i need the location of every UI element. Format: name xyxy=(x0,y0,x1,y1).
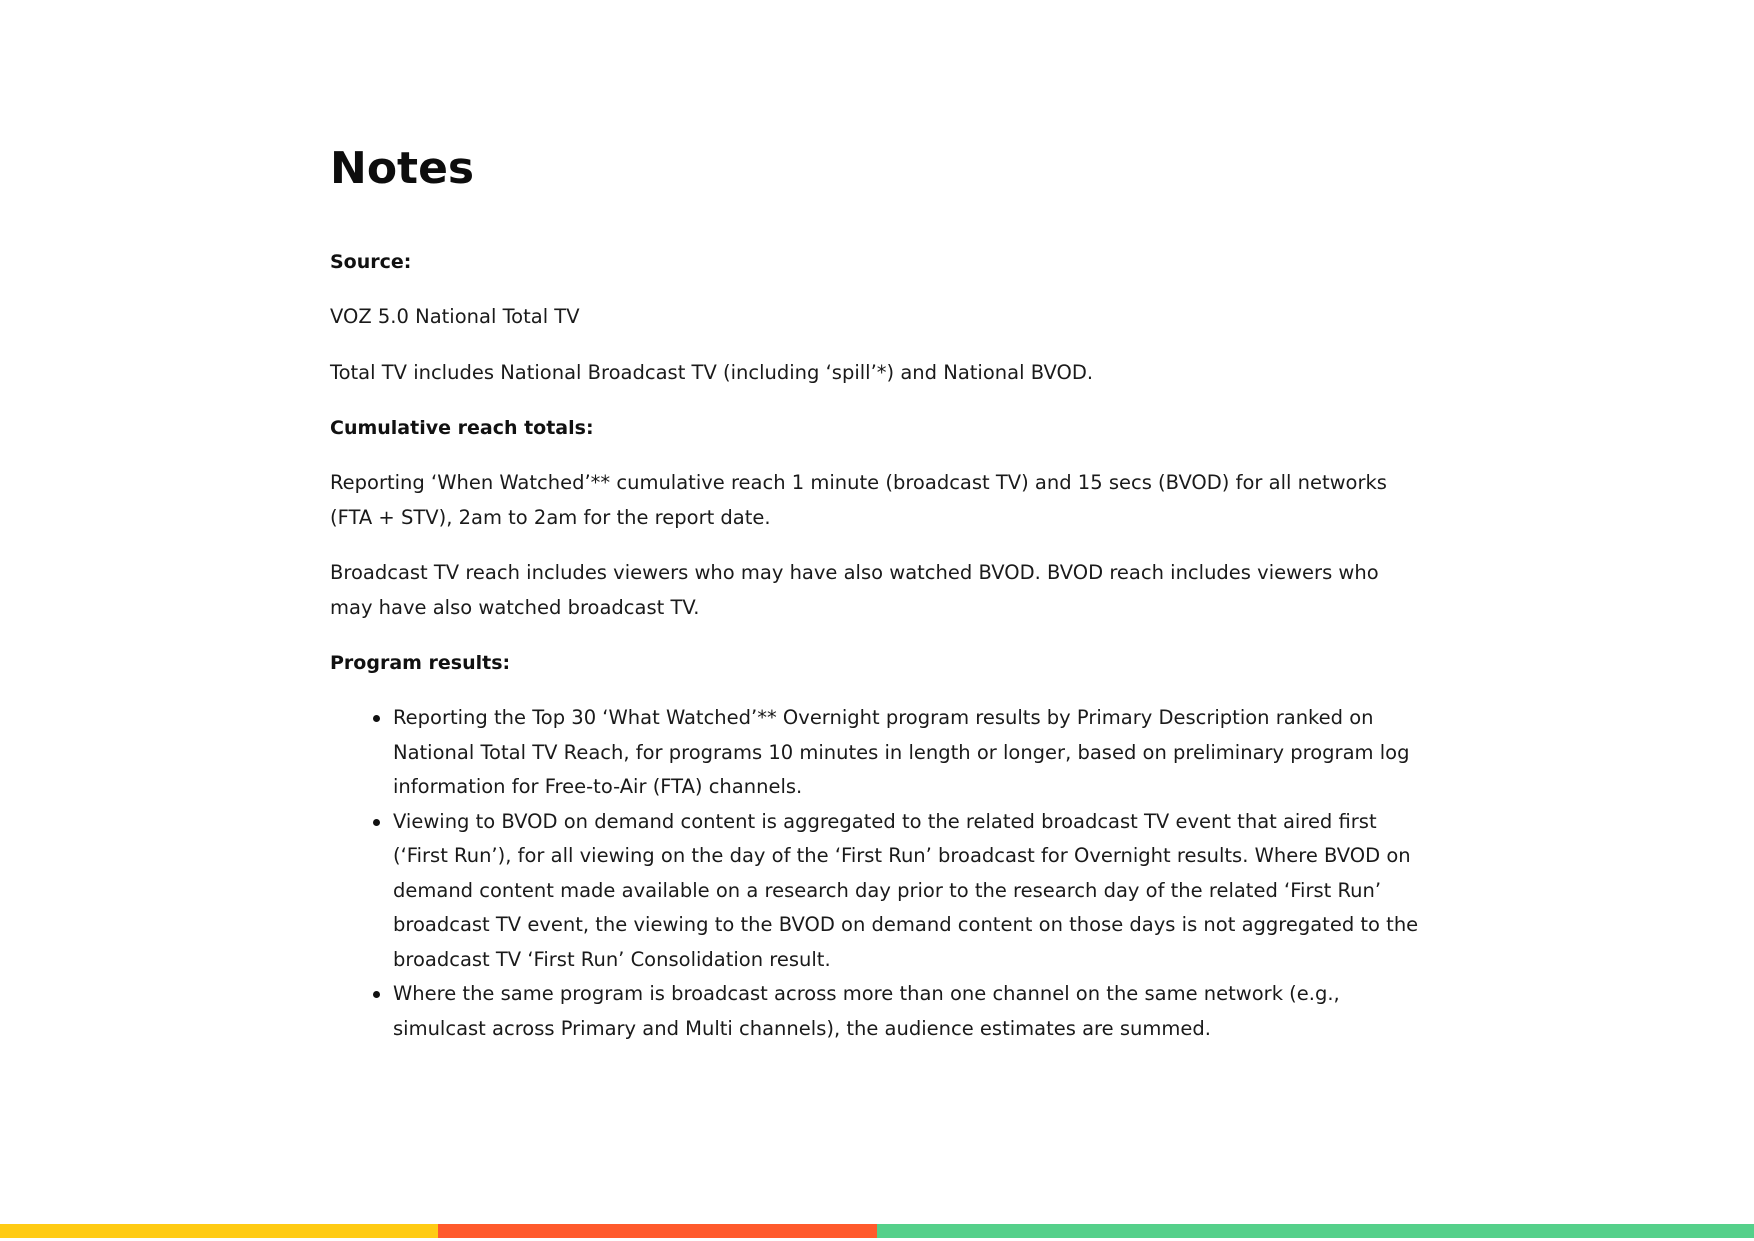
cumulative-reach-paragraph: Reporting ‘When Watched’** cumulative reach 1 minute (broadcast TV) and 15 secs (BVOD) for all networks (FTA + STV), 2am to 2am for the report date. xyxy=(330,471,1387,529)
bullet-icon xyxy=(373,715,380,722)
list-item xyxy=(393,977,1420,1046)
cumulative-reach-heading: Cumulative reach totals: xyxy=(330,417,594,439)
source-paragraph: VOZ 5.0 National Total TV xyxy=(330,305,580,328)
footer-bar-green-segment xyxy=(877,1224,1754,1238)
list-item-text: Viewing to BVOD on demand content is aggregated to the related broadcast TV event that aired first (‘First Run’), for all viewing on the day of the ‘First Run’ broadcast for Overnight results. Where BVOD on demand content made available on a research day prior to the research day of the related ‘First Run’ broadcast TV event, the viewing to the BVOD on demand content on those days is not aggregated to the broadcast TV ‘First Run’ Consolidation result. xyxy=(393,809,1419,971)
notes-content xyxy=(330,136,1420,1046)
list-item xyxy=(393,701,1420,805)
footer-bar-yellow-segment xyxy=(0,1224,438,1238)
footer-color-bar xyxy=(0,1224,1754,1238)
list-item-text: Where the same program is broadcast across more than one channel on the same network (e.g., simulcast across Primary and Multi channels), the audience estimates are summed. xyxy=(393,982,1340,1040)
program-results-heading: Program results: xyxy=(330,652,511,674)
reach-overlap-paragraph: Broadcast TV reach includes viewers who may have also watched BVOD. BVOD reach includes viewers who may have also watched broadcast TV. xyxy=(330,561,1379,619)
list-item-text: Reporting the Top 30 ‘What Watched’** Overnight program results by Primary Description ranked on National Total TV Reach, for programs 10 minutes in length or longer, based on preliminary program log information for Free-to-Air (FTA) channels. xyxy=(393,706,1410,798)
bullet-icon xyxy=(373,991,380,998)
page-title: Notes xyxy=(330,143,475,194)
program-results-list xyxy=(330,701,1420,1046)
bullet-icon xyxy=(373,819,380,826)
list-item xyxy=(393,805,1420,978)
footer-bar-orange-segment xyxy=(438,1224,877,1238)
source-heading: Source: xyxy=(330,251,412,273)
total-tv-paragraph: Total TV includes National Broadcast TV (including ‘spill’*) and National BVOD. xyxy=(330,360,1094,384)
